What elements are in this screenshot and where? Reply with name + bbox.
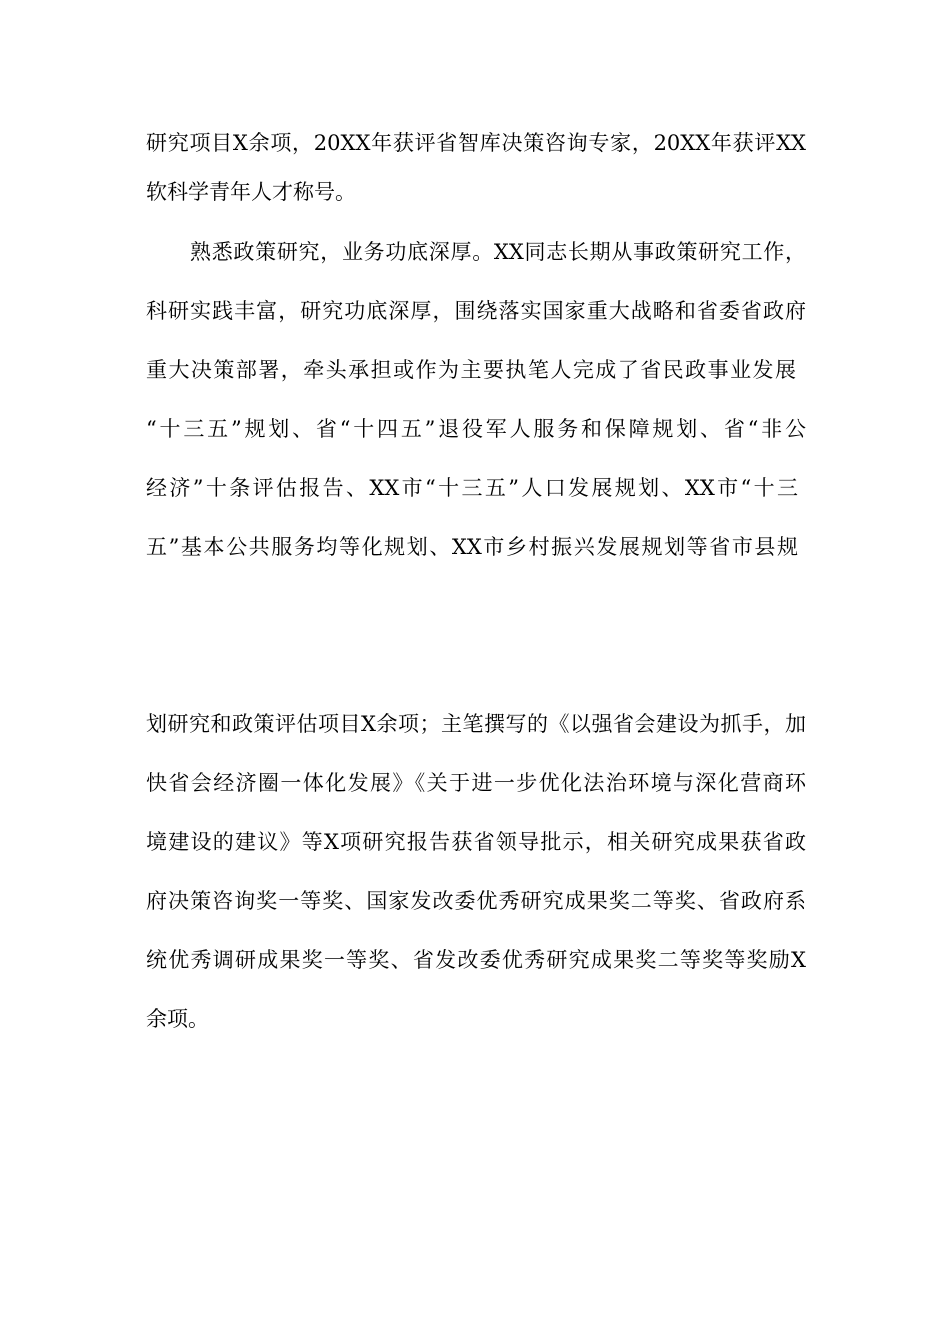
paragraph-line: 研究项目X余项，20XX年获评省智库决策咨询专家，20XX年获评XX — [146, 131, 806, 155]
paragraph-line: 统优秀调研成果奖一等奖、省发改委优秀研究成果奖二等奖等奖励X — [146, 948, 806, 972]
paragraph-line: 府决策咨询奖一等奖、国家发改委优秀研究成果奖二等奖、省政府系 — [146, 889, 806, 913]
paragraph-line: 余项。 — [146, 1007, 209, 1031]
paragraph-line: 五”基本公共服务均等化规划、XX市乡村振兴发展规划等省市县规 — [146, 535, 798, 559]
paragraph-line: 熟悉政策研究，业务功底深厚。XX同志长期从事政策研究工作， — [190, 240, 806, 264]
paragraph-line: 快省会经济圈一体化发展》《关于进一步优化法治环境与深化营商环 — [146, 771, 806, 795]
paragraph-line: 科研实践丰富，研究功底深厚，围绕落实国家重大战略和省委省政府 — [146, 299, 806, 323]
paragraph-line: “十三五”规划、省“十四五”退役军人服务和保障规划、省“非公 — [146, 417, 806, 441]
paragraph-line: 经济”十条评估报告、XX市“十三五”人口发展规划、XX市“十三 — [146, 476, 798, 500]
paragraph-line: 划研究和政策评估项目X余项；主笔撰写的《以强省会建设为抓手，加 — [146, 712, 806, 736]
paragraph-line: 境建设的建议》等X项研究报告获省领导批示，相关研究成果获省政 — [146, 830, 806, 854]
paragraph-line: 软科学青年人才称号。 — [146, 180, 356, 204]
paragraph-line: 重大决策部署，牵头承担或作为主要执笔人完成了省民政事业发展 — [146, 358, 796, 382]
